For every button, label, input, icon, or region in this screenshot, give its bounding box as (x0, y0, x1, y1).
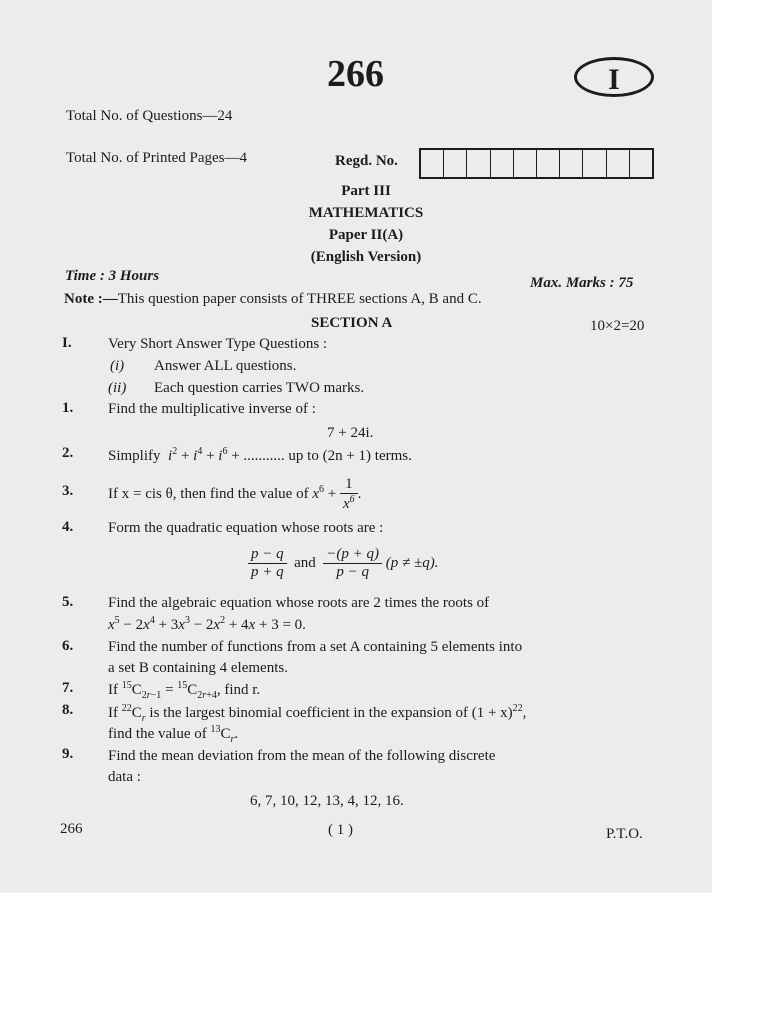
section-marks: 10×2=20 (590, 318, 645, 334)
total-pages: Total No. of Printed Pages—4 (66, 150, 248, 166)
question-3-number: 3. (62, 483, 74, 499)
part-number: I. (62, 335, 72, 351)
time-allowed: Time : 3 Hours (65, 268, 160, 284)
question-5-equation: $x^5 - 2x^4 + 3x^3 - 2x^2 + 4x + 3 = 0$. (108, 615, 306, 633)
question-1-number: 1. (62, 400, 74, 416)
regd-label: Regd. No. (335, 153, 398, 169)
question-9-data: 6, 7, 10, 12, 13, 4, 12, 16. (250, 793, 404, 809)
question-1-expression: 7 + 24i. (327, 425, 374, 441)
question-4-expression: $\frac{p - q}{p + q}$ and $\frac{-(p + q)}{p - q}$ (p ≠ ±q). (248, 546, 439, 581)
max-marks: Max. Marks : 75 (530, 275, 634, 291)
question-9-text: Find the mean deviation from the mean of the following discrete (108, 748, 496, 764)
section-heading: Very Short Answer Type Questions : (108, 336, 328, 352)
question-6-text: Find the number of functions from a set A containing 5 elements into (108, 639, 523, 655)
pto-label: P.T.O. (606, 826, 643, 842)
instruction-2: Each question carries TWO marks. (154, 380, 365, 396)
question-4-number: 4. (62, 519, 74, 535)
paper-code: 266 (327, 53, 384, 95)
instruction-1-number: (i) (110, 358, 125, 374)
section-title: SECTION A (311, 315, 393, 331)
question-8-text: If $^{22}C_r$ is the largest binomial coefficient in the expansion of $(1 + x)^{22}$, (108, 703, 527, 724)
footer-code: 266 (60, 821, 83, 837)
question-3-text: If x = cis θ, then find the value of $x^6$ + $\frac{1}{x^6}$ . (108, 476, 362, 512)
question-4-text: Form the quadratic equation whose roots are : (108, 520, 384, 536)
question-7-number: 7. (62, 680, 74, 696)
part-title: Part III (341, 183, 391, 199)
question-2-number: 2. (62, 445, 74, 461)
instruction-2-number: (ii) (108, 380, 127, 396)
question-7-text: If $^{15}C_{2r-1} = ^{15}C_{2r+4}$, find r. (108, 680, 261, 701)
question-9-text-2: data : (108, 769, 141, 785)
total-questions: Total No. of Questions—24 (66, 108, 233, 124)
series-badge: I (574, 57, 654, 97)
question-9-number: 9. (62, 746, 74, 762)
paper-title: Paper II(A) (328, 227, 404, 243)
note-line: Note :—This question paper consists of THREE sections A, B and C. (64, 291, 482, 307)
regd-number-boxes (419, 148, 654, 179)
version-title: (English Version) (310, 249, 422, 265)
question-6-number: 6. (62, 638, 74, 654)
question-8-text-2: find the value of $^{13}C_r$. (108, 724, 239, 745)
question-8-number: 8. (62, 702, 74, 718)
question-1-text: Find the multiplicative inverse of : (108, 401, 316, 417)
question-5-number: 5. (62, 594, 74, 610)
subject-title: MATHEMATICS (308, 205, 424, 221)
question-5-text: Find the algebraic equation whose roots are 2 times the roots of (108, 595, 490, 611)
page-number: ( 1 ) (328, 822, 353, 838)
question-2-text: Simplify $i^2 + i^4 + i^6$ + ........... up to (2n + 1) terms. (108, 446, 412, 464)
question-6-text-2: a set B containing 4 elements. (108, 660, 288, 676)
instruction-1: Answer ALL questions. (154, 358, 297, 374)
